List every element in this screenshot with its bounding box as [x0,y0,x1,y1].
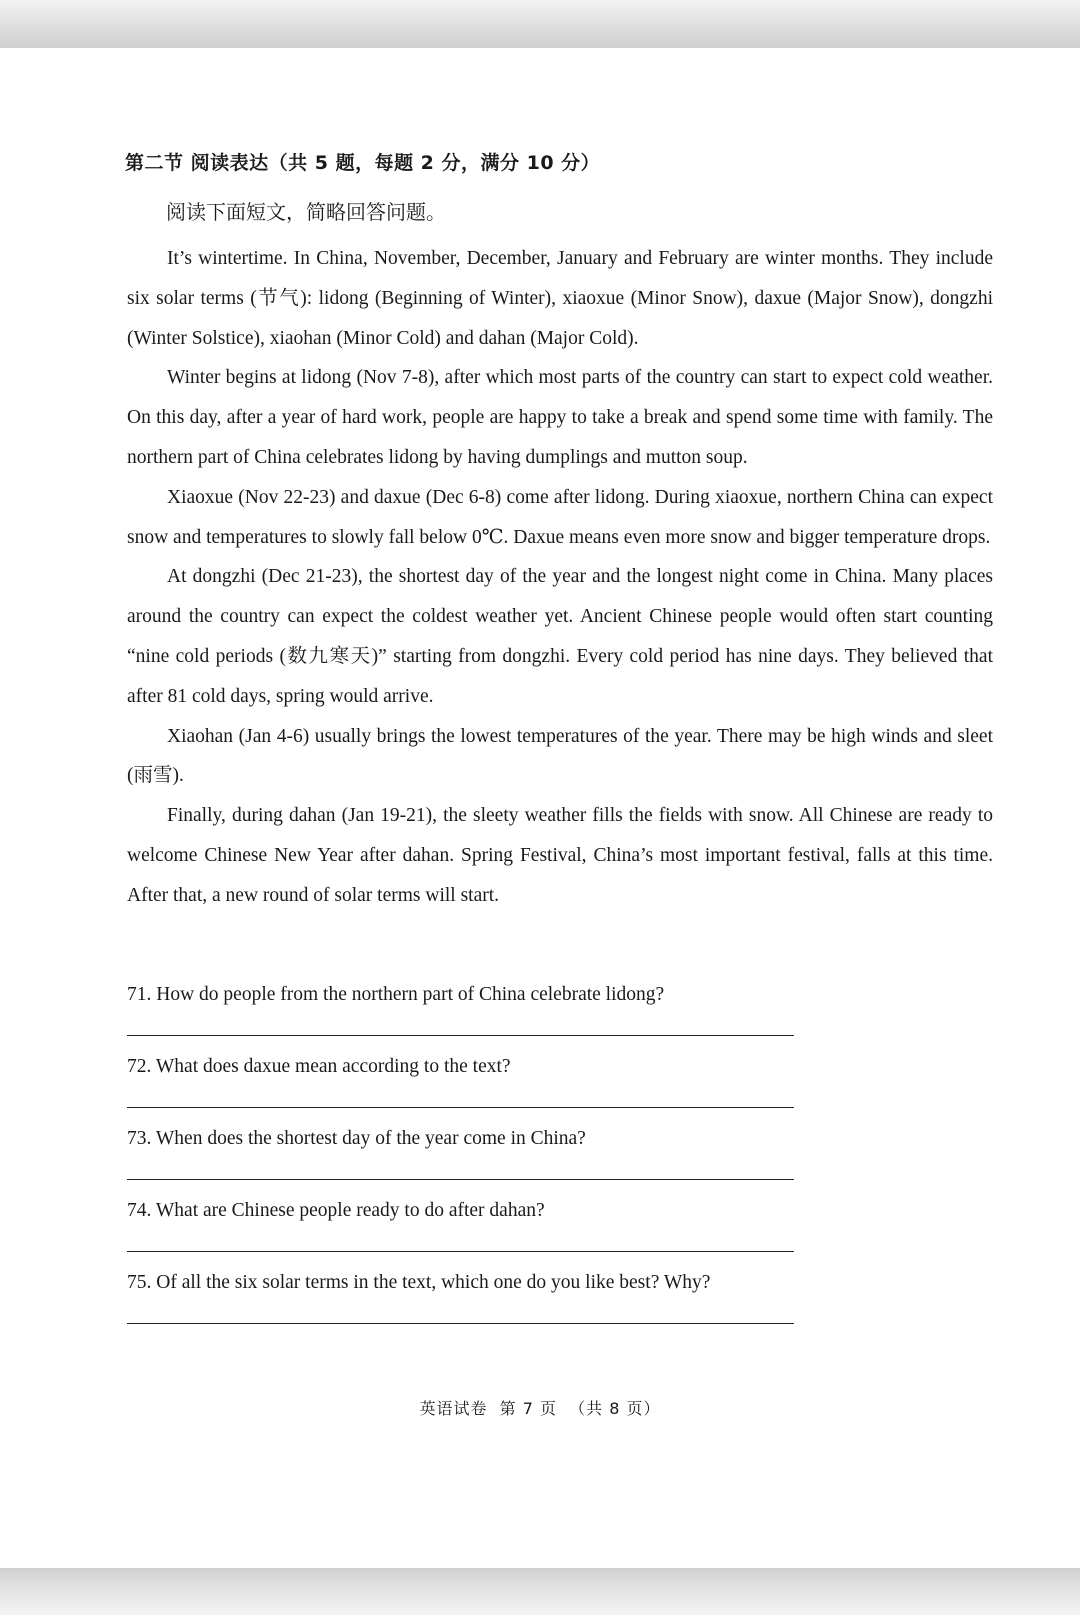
passage-paragraph: Winter begins at lidong (Nov 7-8), after which most parts of the country can start to expect cold weather. On this day, after a year of hard work, people are happy to take a break and spend some time with family. The northern part of China celebrates lidong by having dumplings and mutton soup. [127,367,993,468]
passage-paragraph: At dongzhi (Dec 21-23), the shortest day of the year and the longest night come in China. Many places around the country can expect the coldest weather yet. Ancient Chinese people would often start counting “nine cold periods (数九寒天)” starting from dongzhi. Every cold period has nine days. They believed that after 81 cold days, spring would arrive. [127,566,993,707]
question-71 [127,982,807,1054]
answer-line[interactable] [127,1035,794,1036]
question-text: 72. What does daxue mean according to the text? [127,1056,511,1077]
question-73 [127,1126,807,1198]
passage-paragraph: Xiaoxue (Nov 22-23) and daxue (Dec 6-8) come after lidong. During xiaoxue, northern China can expect snow and temperatures to slowly fall below 0℃. Daxue means even more snow and bigger temperature drops. [127,486,993,548]
question-text: 75. Of all the six solar terms in the text, which one do you like best? Why? [127,1272,711,1293]
question-72 [127,1054,807,1126]
passage-paragraph: Finally, during dahan (Jan 19-21), the sleety weather fills the fields with snow. All Chinese are ready to welcome Chinese New Year after dahan. Spring Festival, China’s most important festival, falls at this time. After that, a new round of solar terms will start. [127,805,993,906]
reading-passage [127,239,993,916]
question-text: 71. How do people from the northern part of China celebrate lidong? [127,984,665,1005]
answer-line[interactable] [127,1107,794,1108]
answer-line[interactable] [127,1179,794,1180]
question-text: 73. When does the shortest day of the year come in China? [127,1128,586,1149]
section-instruction: 阅读下面短文，简略回答问题。 [166,200,446,224]
scan-bottom-edge [0,1568,1080,1615]
passage-paragraph: Xiaohan (Jan 4-6) usually brings the lowest temperatures of the year. There may be high winds and sleet (雨雪). [127,725,993,787]
question-text: 74. What are Chinese people ready to do after dahan? [127,1200,545,1221]
answer-line[interactable] [127,1251,794,1252]
question-list [127,982,807,1342]
page-footer: 英语试卷 第 7 页 （共 8 页） [419,1399,661,1418]
answer-line[interactable] [127,1323,794,1324]
section-title: 第二节 阅读表达（共 5 题，每题 2 分，满分 10 分） [125,152,601,174]
passage-paragraph: It’s wintertime. In China, November, December, January and February are winter months. They include six solar terms (节气): lidong (Beginning of Winter), xiaoxue (Minor Snow), daxue (Major Snow), dongzhi (Winter Solstice), xiaohan (Minor Cold) and dahan (Major Cold). [127,248,993,349]
scan-top-edge [0,0,1080,48]
question-74 [127,1198,807,1270]
question-75 [127,1270,807,1342]
